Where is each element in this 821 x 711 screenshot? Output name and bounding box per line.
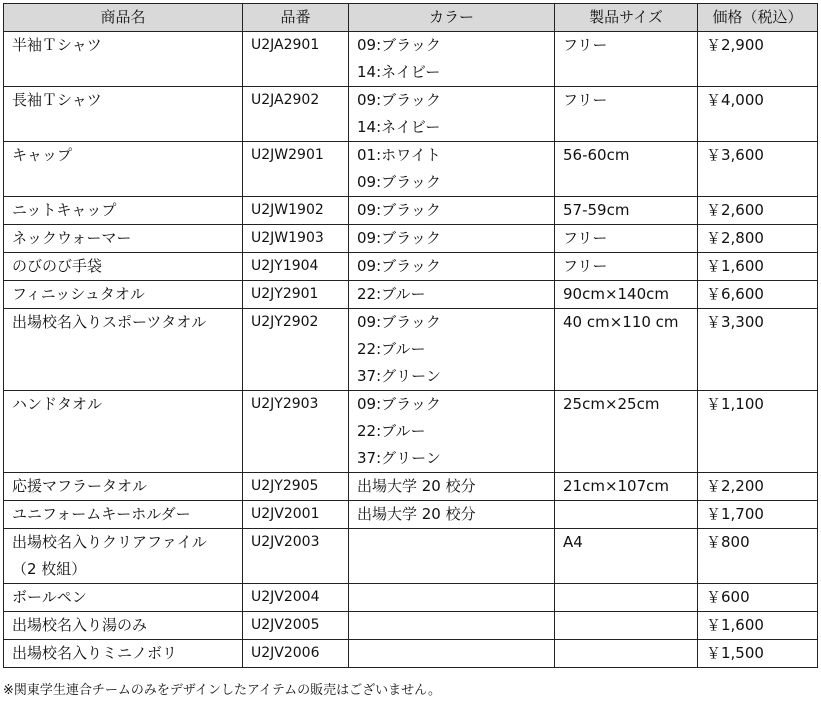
product-name: フィニッシュタオル	[12, 285, 145, 303]
product-size-cell	[555, 529, 698, 584]
product-color-cell	[349, 225, 555, 253]
table-row	[4, 640, 818, 668]
product-code-cell	[243, 281, 349, 309]
product-name-cell	[4, 309, 243, 391]
product-color-cell	[349, 473, 555, 501]
product-size: 21cm×107cm	[563, 477, 670, 495]
product-color-cell	[349, 612, 555, 640]
product-size: フリー	[563, 257, 608, 275]
product-price-cell	[698, 501, 818, 529]
product-price: ￥1,500	[706, 644, 764, 662]
product-price: ￥600	[706, 588, 750, 606]
header-code: 品番	[243, 4, 349, 32]
product-code-cell	[243, 612, 349, 640]
product-code: U2JW1902	[251, 202, 324, 218]
product-color: 09:ブラック	[357, 257, 441, 275]
product-code: U2JV2006	[251, 645, 320, 661]
table-row	[4, 32, 818, 87]
product-name: 応援マフラータオル	[12, 477, 148, 495]
product-color-cell	[349, 281, 555, 309]
product-price: ￥1,600	[706, 616, 764, 634]
product-size-cell	[555, 281, 698, 309]
product-size-cell	[555, 32, 698, 87]
product-color: 37:グリーン	[357, 449, 441, 467]
product-color-cell	[349, 197, 555, 225]
product-code: U2JW2901	[251, 147, 324, 163]
product-name: （2 枚組）	[12, 560, 87, 578]
product-color: 37:グリーン	[357, 367, 441, 385]
product-code-cell	[243, 197, 349, 225]
product-name-cell	[4, 87, 243, 142]
product-size-cell	[555, 391, 698, 473]
product-size: 56-60cm	[563, 146, 630, 164]
product-color-cell	[349, 253, 555, 281]
product-price: ￥4,000	[706, 91, 764, 109]
product-price: ￥1,600	[706, 257, 764, 275]
product-code: U2JV2005	[251, 617, 320, 633]
product-name-cell	[4, 253, 243, 281]
product-name-cell	[4, 32, 243, 87]
product-size-cell	[555, 501, 698, 529]
product-color: 出場大学 20 校分	[357, 477, 476, 495]
product-code: U2JY2901	[251, 286, 319, 302]
product-code: U2JY2902	[251, 314, 319, 330]
product-code-cell	[243, 640, 349, 668]
product-size-cell	[555, 87, 698, 142]
table-header-row	[4, 4, 818, 32]
product-name-cell	[4, 640, 243, 668]
product-name: 出場校名入りクリアファイル	[12, 533, 207, 551]
product-price-cell	[698, 32, 818, 87]
product-name: 出場校名入り湯のみ	[12, 616, 148, 634]
product-name-cell	[4, 142, 243, 197]
table-row	[4, 584, 818, 612]
product-price-cell	[698, 309, 818, 391]
product-size-cell	[555, 309, 698, 391]
product-size-cell	[555, 225, 698, 253]
product-color-cell	[349, 501, 555, 529]
product-size: フリー	[563, 229, 608, 247]
product-price: ￥2,900	[706, 36, 764, 54]
product-color: 14:ネイビー	[357, 118, 441, 136]
product-size: 25cm×25cm	[563, 395, 660, 413]
product-name: ネックウォーマー	[12, 229, 132, 247]
product-name: 出場校名入りスポーツタオル	[12, 313, 207, 331]
footnote: ※関東学生連合チームのみをデザインしたアイテムの販売はございません。	[3, 683, 441, 698]
product-color: 09:ブラック	[357, 201, 441, 219]
product-color-cell	[349, 142, 555, 197]
product-size-cell	[555, 253, 698, 281]
product-name-cell	[4, 197, 243, 225]
product-size	[563, 612, 697, 639]
product-color: 22:ブルー	[357, 422, 426, 440]
product-code-cell	[243, 309, 349, 391]
product-price-cell	[698, 640, 818, 668]
product-name: ユニフォームキーホルダー	[12, 505, 191, 523]
product-price: ￥1,700	[706, 505, 764, 523]
product-color-cell	[349, 32, 555, 87]
header-price: 価格（税込）	[698, 4, 818, 32]
table-row	[4, 225, 818, 253]
product-price-cell	[698, 391, 818, 473]
product-price-cell	[698, 253, 818, 281]
product-name-cell	[4, 225, 243, 253]
product-color-cell	[349, 87, 555, 142]
product-code: U2JY1904	[251, 258, 319, 274]
product-size: フリー	[563, 36, 608, 54]
product-name: キャップ	[12, 146, 73, 164]
product-color: 09:ブラック	[357, 173, 441, 191]
product-size-cell	[555, 612, 698, 640]
product-color-cell	[349, 309, 555, 391]
product-name-cell	[4, 473, 243, 501]
product-size-cell	[555, 640, 698, 668]
product-code: U2JV2003	[251, 534, 320, 550]
table-row	[4, 197, 818, 225]
product-color: 22:ブルー	[357, 285, 426, 303]
product-code-cell	[243, 142, 349, 197]
product-size: 40 cm×110 cm	[563, 313, 679, 331]
product-size	[563, 584, 697, 611]
table-row	[4, 309, 818, 391]
product-code-cell	[243, 584, 349, 612]
product-price-cell	[698, 281, 818, 309]
product-name-cell	[4, 529, 243, 584]
product-size: A4	[563, 533, 583, 551]
product-size-cell	[555, 584, 698, 612]
product-color: 出場大学 20 校分	[357, 505, 476, 523]
product-price-cell	[698, 612, 818, 640]
product-color: 22:ブルー	[357, 340, 426, 358]
product-color: 09:ブラック	[357, 313, 441, 331]
product-price-cell	[698, 197, 818, 225]
product-code-cell	[243, 253, 349, 281]
product-name-cell	[4, 584, 243, 612]
table-row	[4, 253, 818, 281]
product-price-cell	[698, 473, 818, 501]
product-price: ￥3,600	[706, 146, 764, 164]
product-name-cell	[4, 281, 243, 309]
product-price-cell	[698, 529, 818, 584]
product-size-cell	[555, 142, 698, 197]
product-color: 09:ブラック	[357, 229, 441, 247]
table-row	[4, 142, 818, 197]
product-name-cell	[4, 612, 243, 640]
product-price: ￥2,200	[706, 477, 764, 495]
product-price-cell	[698, 142, 818, 197]
product-color-cell	[349, 529, 555, 584]
product-price-cell	[698, 225, 818, 253]
product-code-cell	[243, 87, 349, 142]
product-price: ￥1,100	[706, 395, 764, 413]
product-size-cell	[555, 473, 698, 501]
product-color: 09:ブラック	[357, 395, 441, 413]
product-code-cell	[243, 225, 349, 253]
product-size: フリー	[563, 91, 608, 109]
product-size: 57-59cm	[563, 201, 630, 219]
product-code-cell	[243, 473, 349, 501]
product-code: U2JY2905	[251, 478, 319, 494]
product-code-cell	[243, 32, 349, 87]
product-code: U2JA2902	[251, 92, 320, 108]
product-name: 半袖Ｔシャツ	[12, 36, 102, 54]
product-code-cell	[243, 501, 349, 529]
table-row	[4, 612, 818, 640]
table-row	[4, 87, 818, 142]
product-name: 出場校名入りミニノボリ	[12, 644, 178, 662]
product-color-cell	[349, 391, 555, 473]
product-price: ￥6,600	[706, 285, 764, 303]
product-name: ハンドタオル	[12, 395, 103, 413]
product-price: ￥800	[706, 533, 750, 551]
header-color: カラー	[349, 4, 555, 32]
product-size: 90cm×140cm	[563, 285, 670, 303]
product-name: ニットキャップ	[12, 201, 117, 219]
product-price: ￥2,600	[706, 201, 764, 219]
product-color: 09:ブラック	[357, 36, 441, 54]
product-color: 01:ホワイト	[357, 146, 441, 164]
product-table	[3, 3, 818, 668]
header-name: 商品名	[4, 4, 243, 32]
product-code: U2JV2001	[251, 506, 320, 522]
product-code: U2JY2903	[251, 396, 319, 412]
product-name-cell	[4, 501, 243, 529]
product-price: ￥2,800	[706, 229, 764, 247]
product-code: U2JW1903	[251, 230, 324, 246]
product-code: U2JV2004	[251, 589, 320, 605]
table-row	[4, 281, 818, 309]
product-code: U2JA2901	[251, 37, 320, 53]
product-code-cell	[243, 391, 349, 473]
product-name-cell	[4, 391, 243, 473]
header-size: 製品サイズ	[555, 4, 698, 32]
table-row	[4, 501, 818, 529]
table-body	[4, 32, 818, 668]
product-name: のびのび手袋	[12, 257, 103, 275]
product-color-cell	[349, 640, 555, 668]
product-name: ボールペン	[12, 588, 87, 606]
product-color: 09:ブラック	[357, 91, 441, 109]
table-row	[4, 473, 818, 501]
product-price: ￥3,300	[706, 313, 764, 331]
product-name: 長袖Ｔシャツ	[12, 91, 102, 109]
table-row	[4, 529, 818, 584]
table-row	[4, 391, 818, 473]
product-code-cell	[243, 529, 349, 584]
product-size-cell	[555, 197, 698, 225]
product-size	[563, 501, 697, 528]
product-price-cell	[698, 584, 818, 612]
product-color: 14:ネイビー	[357, 63, 441, 81]
product-size	[563, 640, 697, 667]
product-color-cell	[349, 584, 555, 612]
product-price-cell	[698, 87, 818, 142]
